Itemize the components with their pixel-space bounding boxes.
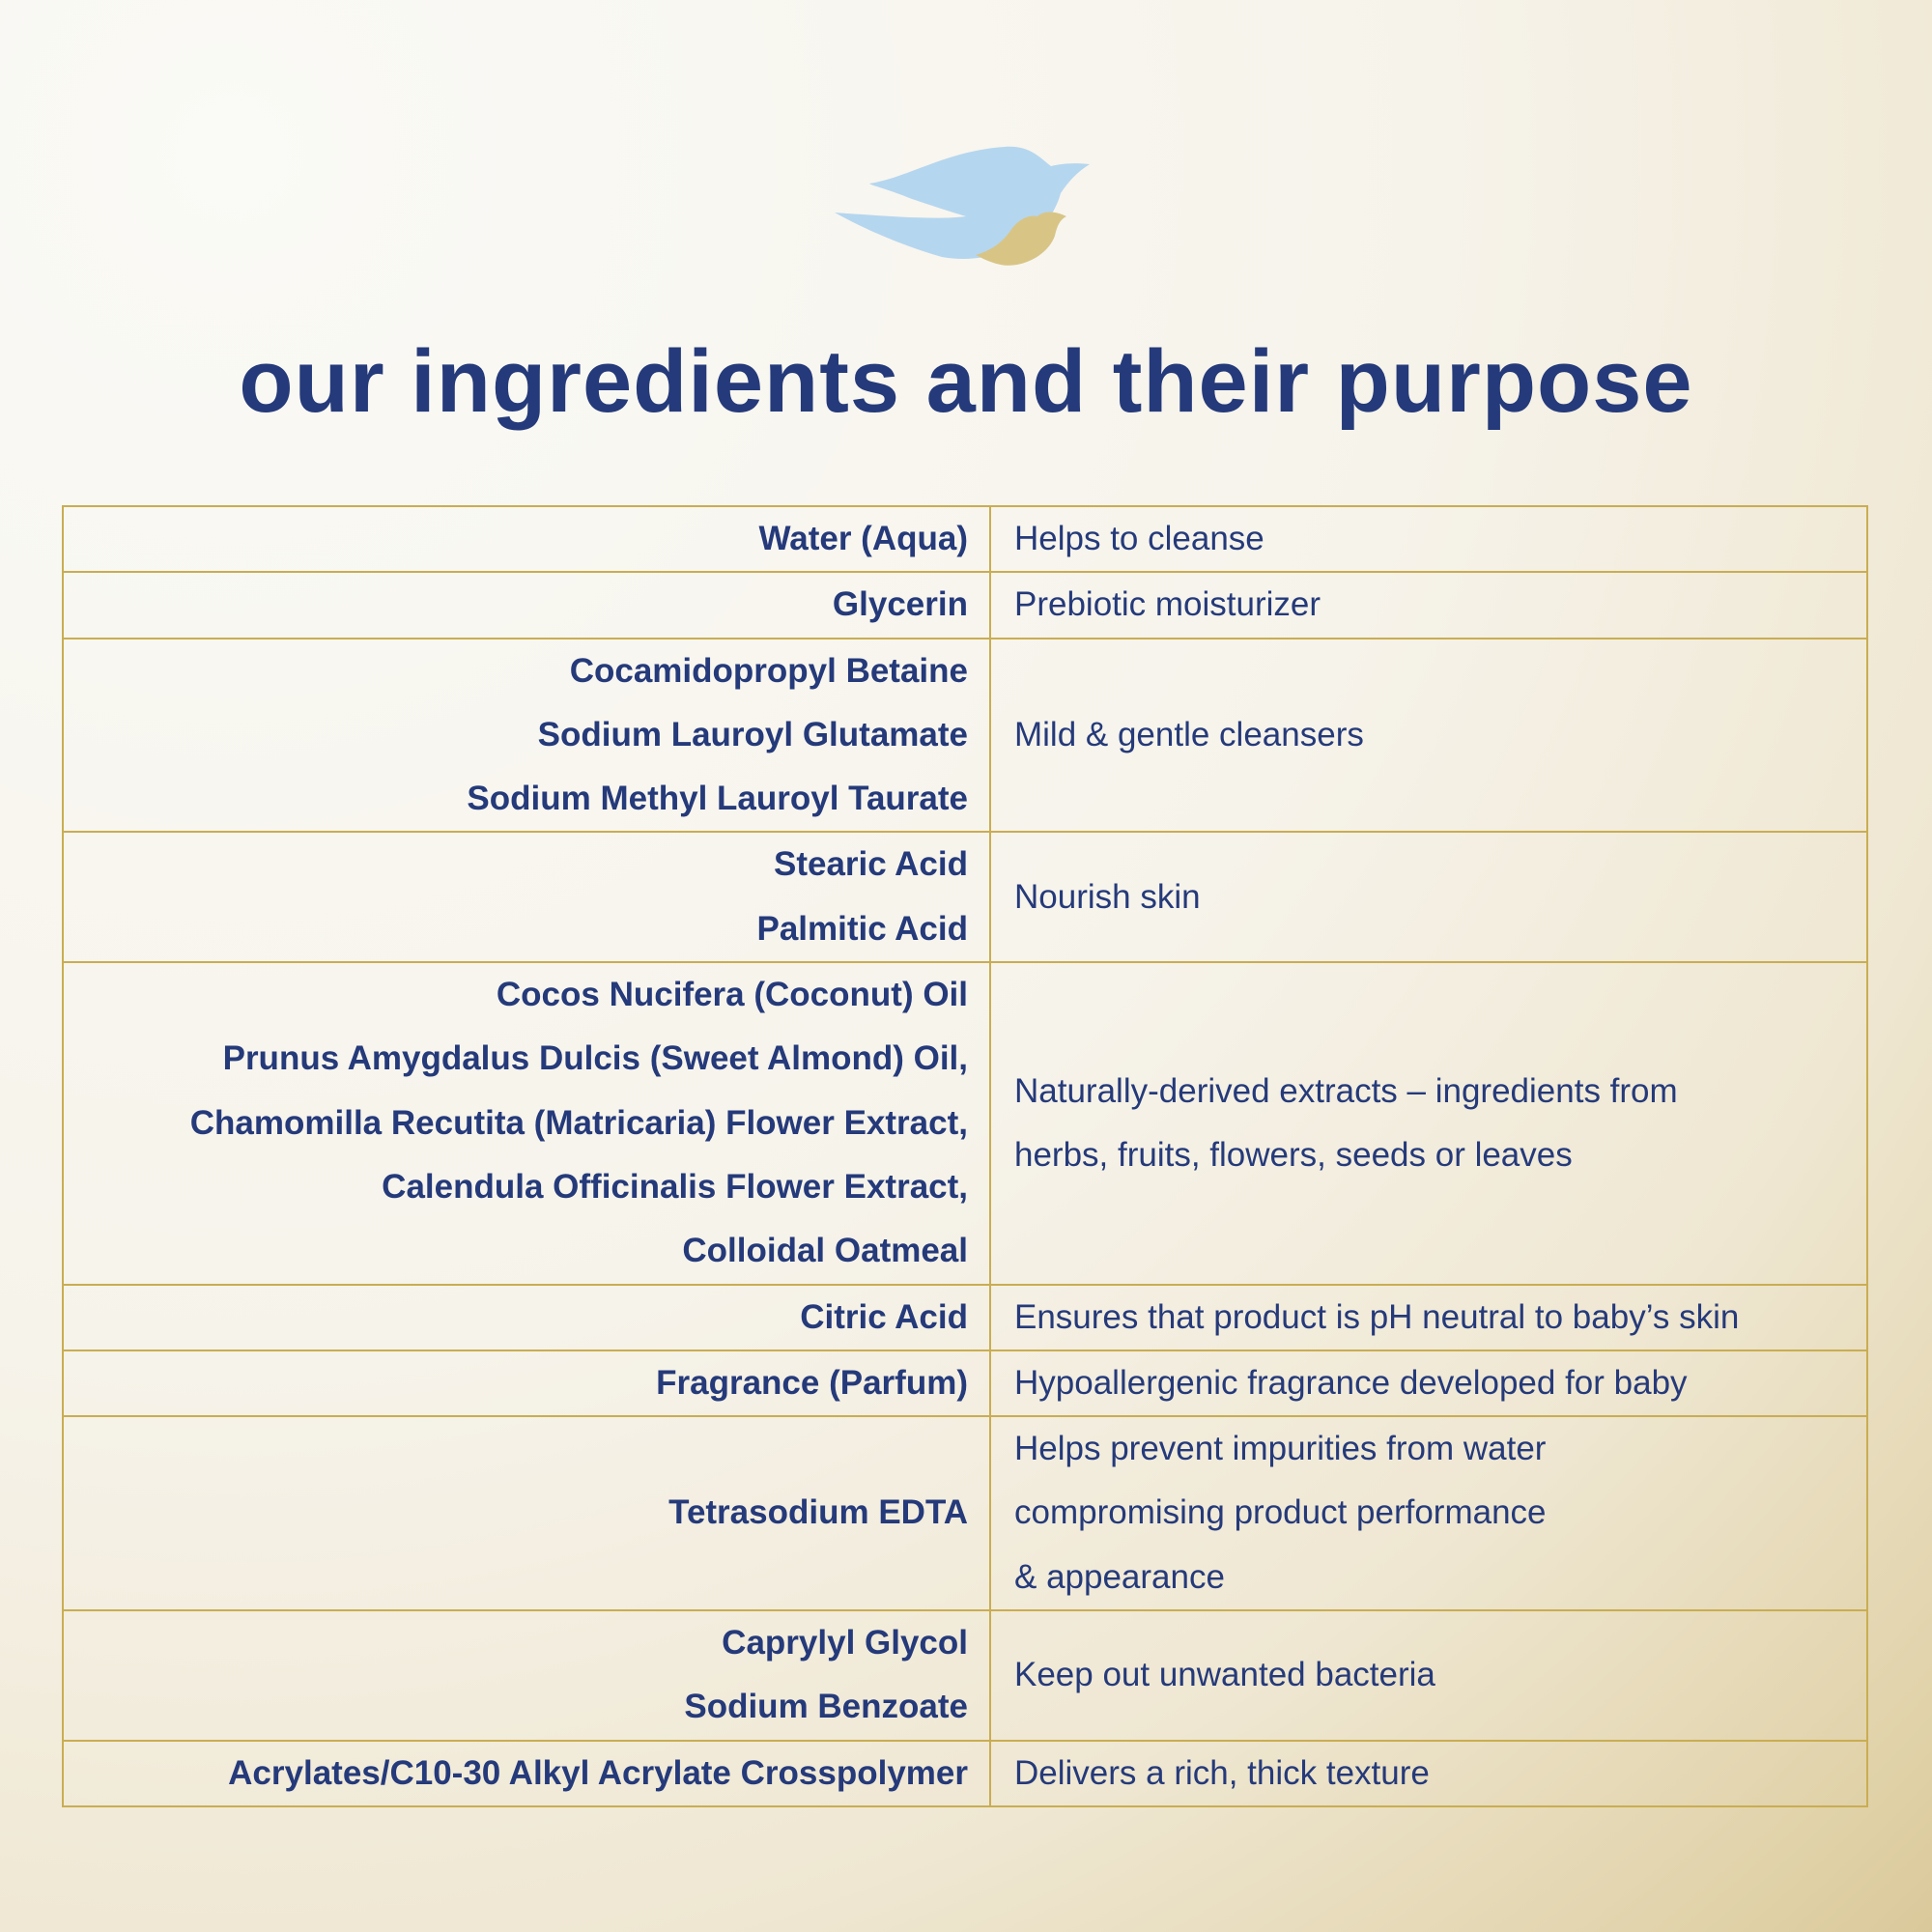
purpose-cell	[990, 639, 1867, 833]
ingredient-name: Chamomilla Recutita (Matricaria) Flower Extract,	[189, 1103, 968, 1142]
purpose-text: compromising product performance	[1014, 1493, 1547, 1532]
table-row	[63, 1350, 1867, 1416]
ingredient-name: Cocamidopropyl Betaine	[569, 651, 968, 690]
ingredient-cell	[63, 639, 990, 833]
ingredient-name: Sodium Benzoate	[684, 1688, 968, 1726]
ingredient-name: Stearic Acid	[773, 845, 968, 884]
ingredient-cell	[63, 962, 990, 1284]
purpose-cell	[990, 962, 1867, 1284]
ingredient-name: Water (Aqua)	[758, 520, 968, 557]
ingredient-name: Glycerin	[832, 585, 968, 624]
purpose-text: Naturally-derived extracts – ingredients from	[1014, 1071, 1678, 1110]
ingredient-name: Acrylates/C10-30 Alkyl Acrylate Crosspolymer	[228, 1753, 968, 1792]
page-title: our ingredients and their purpose	[239, 332, 1693, 431]
purpose-cell	[990, 1741, 1867, 1806]
ingredient-name: Palmitic Acid	[756, 909, 968, 948]
ingredient-name: Tetrasodium EDTA	[668, 1493, 968, 1532]
table-row	[63, 1416, 1867, 1610]
purpose-text: Helps to cleanse	[1014, 520, 1264, 557]
purpose-cell	[990, 506, 1867, 572]
ingredients-table	[62, 505, 1868, 1807]
dove-logo-icon	[831, 143, 1101, 274]
ingredient-name: Calendula Officinalis Flower Extract,	[382, 1167, 968, 1206]
purpose-cell	[990, 1350, 1867, 1416]
purpose-text: Hypoallergenic fragrance developed for baby	[1014, 1363, 1688, 1402]
ingredient-cell	[63, 1285, 990, 1350]
purpose-cell	[990, 572, 1867, 638]
purpose-text: Helps prevent impurities from water	[1014, 1430, 1547, 1468]
table-row	[63, 572, 1867, 638]
purpose-text: Prebiotic moisturizer	[1014, 585, 1321, 624]
purpose-text: herbs, fruits, flowers, seeds or leaves	[1014, 1135, 1573, 1174]
ingredient-name: Colloidal Oatmeal	[682, 1232, 968, 1270]
purpose-text: Delivers a rich, thick texture	[1014, 1753, 1430, 1792]
purpose-cell	[990, 1416, 1867, 1610]
ingredient-cell	[63, 506, 990, 572]
table-row	[63, 1741, 1867, 1806]
purpose-cell	[990, 1285, 1867, 1350]
purpose-text: Ensures that product is pH neutral to baby’s skin	[1014, 1297, 1740, 1336]
table-row	[63, 1610, 1867, 1741]
ingredient-name: Fragrance (Parfum)	[656, 1363, 968, 1402]
purpose-cell	[990, 1610, 1867, 1741]
purpose-cell	[990, 832, 1867, 962]
purpose-text: & appearance	[1014, 1557, 1225, 1596]
ingredient-name: Sodium Lauroyl Glutamate	[537, 715, 968, 753]
table-row	[63, 832, 1867, 962]
table-row	[63, 962, 1867, 1284]
ingredient-cell	[63, 1741, 990, 1806]
ingredient-name: Sodium Methyl Lauroyl Taurate	[467, 780, 968, 818]
ingredient-name: Prunus Amygdalus Dulcis (Sweet Almond) Oil,	[222, 1039, 968, 1078]
ingredient-name: Citric Acid	[800, 1297, 968, 1336]
table-row	[63, 1285, 1867, 1350]
ingredient-cell	[63, 1416, 990, 1610]
purpose-text: Mild & gentle cleansers	[1014, 715, 1364, 753]
ingredient-cell	[63, 832, 990, 962]
ingredient-cell	[63, 1610, 990, 1741]
table-row	[63, 506, 1867, 572]
ingredient-name: Caprylyl Glycol	[722, 1624, 968, 1662]
table-row	[63, 639, 1867, 833]
purpose-text: Nourish skin	[1014, 877, 1201, 916]
ingredient-cell	[63, 572, 990, 638]
ingredient-cell	[63, 1350, 990, 1416]
ingredient-name: Cocos Nucifera (Coconut) Oil	[496, 976, 968, 1014]
purpose-text: Keep out unwanted bacteria	[1014, 1656, 1435, 1694]
